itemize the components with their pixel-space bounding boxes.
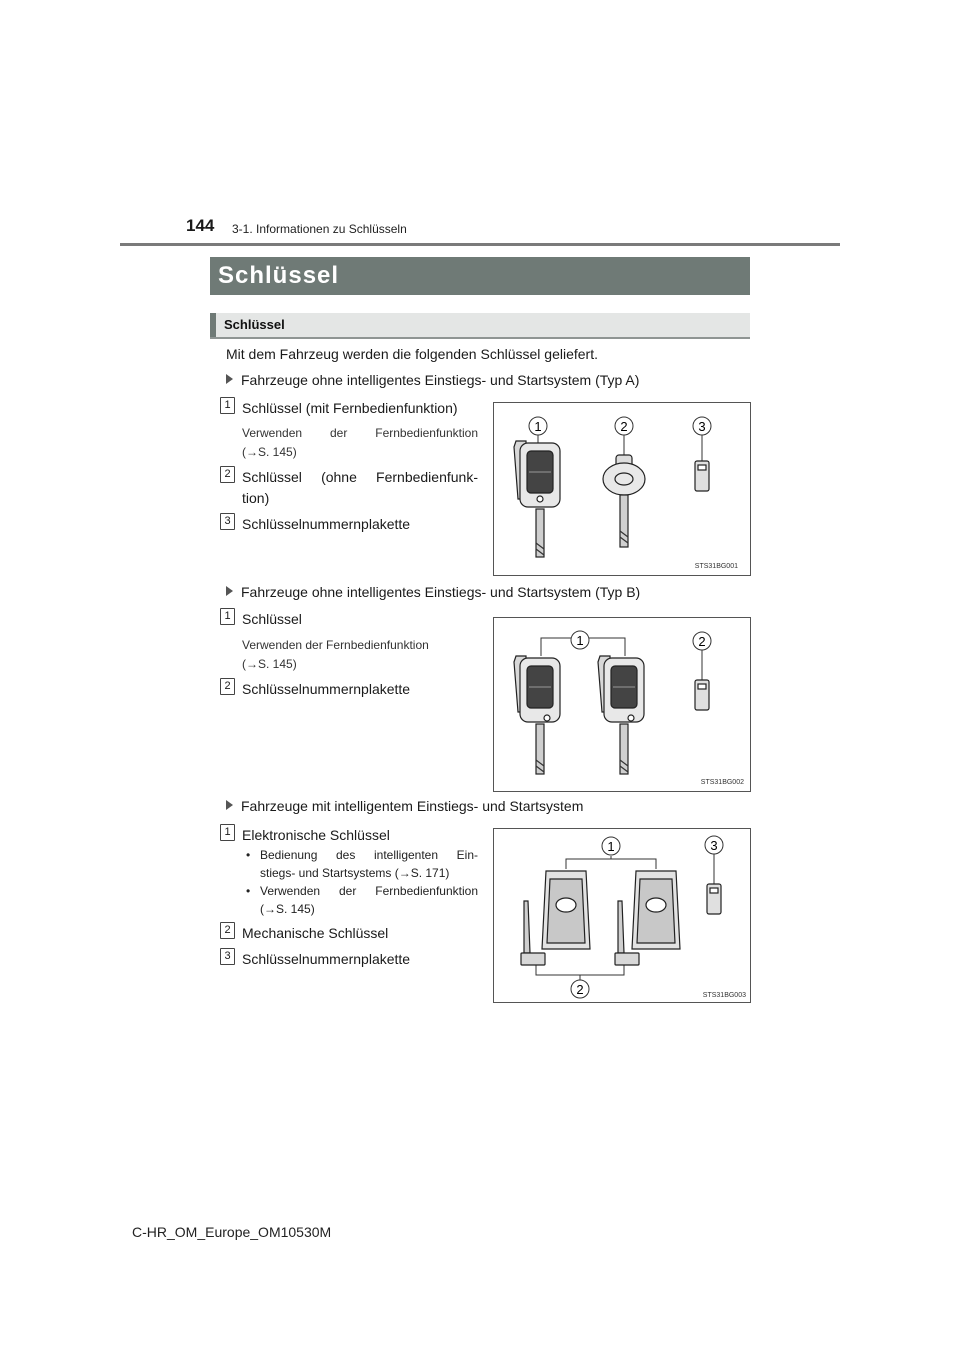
figure-type-c-svg — [494, 829, 750, 1002]
mechanical-key-icon — [521, 901, 545, 965]
callout-1: 1 — [534, 419, 542, 434]
type-a-heading — [226, 372, 639, 388]
callout-1: 1 — [576, 633, 584, 648]
type-c-bullet-2-line1: Verwenden der Fernbedienfunktion — [260, 884, 478, 898]
item-number-badge: 2 — [220, 678, 235, 695]
triangle-bullet-icon — [226, 800, 233, 810]
figure-type-a-svg — [494, 403, 750, 575]
type-c-bullet-2-line2: (→S. 145) — [260, 902, 315, 916]
item-number-badge: 2 — [220, 922, 235, 939]
bullet-dot: • — [246, 848, 251, 862]
intro-text: Mit dem Fahrzeug werden die folgenden Schlüssel geliefert. — [226, 346, 598, 362]
callout-2: 2 — [698, 634, 706, 649]
type-c-item-2-label: Mechanische Schlüssel — [242, 925, 389, 941]
callout-1: 1 — [607, 839, 615, 854]
triangle-bullet-icon — [226, 374, 233, 384]
item-number-badge: 1 — [220, 397, 235, 414]
type-b-item-1-ref: (→S. 145) — [242, 657, 297, 671]
type-c-item-1-label: Elektronische Schlüssel — [242, 827, 390, 843]
type-b-item-2-label: Schlüsselnummernplakette — [242, 681, 411, 697]
item-number-badge: 1 — [220, 608, 235, 625]
callout-3: 3 — [698, 419, 706, 434]
key-number-plate-icon — [707, 884, 721, 914]
type-c-item-3-label: Schlüsselnummernplakette — [242, 951, 411, 967]
figure-type-b-svg — [494, 618, 750, 791]
callout-2: 2 — [620, 419, 628, 434]
footer-document-id: C-HR_OM_Europe_OM10530M — [132, 1224, 332, 1240]
plain-key-icon — [603, 455, 645, 547]
callout-2: 2 — [576, 982, 584, 997]
type-b-item-1-note: Verwenden der Fernbedienfunktion — [242, 638, 429, 652]
type-c-heading — [226, 798, 583, 814]
type-a-heading-text: Fahrzeuge ohne intelligentes Einstiegs- und Startsystem (Typ A) — [241, 372, 640, 388]
figure-type-c — [493, 828, 751, 1003]
type-a-item-1-label: Schlüssel (mit Fernbedienfunktion) — [242, 400, 458, 416]
bullet-dot: • — [246, 884, 251, 898]
type-c-bullet-1-line1: Bedienung des intelligenten Ein- — [260, 848, 478, 862]
type-a-item-2-label-line1: Schlüssel (ohne Fernbedienfunk- — [242, 469, 478, 485]
section-breadcrumb: 3-1. Informationen zu Schlüsseln — [232, 222, 407, 236]
type-a-item-3-label: Schlüsselnummernplakette — [242, 516, 411, 532]
subtitle-bar — [210, 313, 750, 339]
type-a-item-1-ref: (→S. 145) — [242, 445, 297, 459]
type-a-item-2-label-line2: tion) — [242, 490, 270, 506]
item-number-badge: 3 — [220, 513, 235, 530]
section-title-bar — [210, 257, 750, 295]
type-b-item-1-label: Schlüssel — [242, 611, 302, 627]
type-a-item-1-note: Verwenden der Fernbedienfunktion — [242, 426, 478, 440]
remote-key-icon — [514, 656, 560, 774]
item-number-badge: 1 — [220, 824, 235, 841]
remote-key-icon — [598, 656, 644, 774]
type-c-heading-text: Fahrzeuge mit intelligentem Einstiegs- und Startsystem — [241, 798, 584, 814]
figure-type-a — [493, 402, 751, 576]
callout-3: 3 — [710, 838, 718, 853]
item-number-badge: 2 — [220, 466, 235, 483]
key-number-plate-icon — [695, 680, 709, 710]
header-rule — [120, 243, 840, 246]
item-number-badge: 3 — [220, 948, 235, 965]
figure-type-b — [493, 617, 751, 792]
key-number-plate-icon — [695, 461, 709, 491]
figure-code: STS31BG002 — [700, 779, 744, 786]
triangle-bullet-icon — [226, 586, 233, 596]
subtitle-marker — [210, 313, 216, 337]
smart-key-icon — [632, 871, 680, 949]
page-title: Schlüssel — [218, 262, 340, 289]
figure-code: STS31BG003 — [702, 992, 746, 999]
type-b-heading-text: Fahrzeuge ohne intelligentes Einstiegs- und Startsystem (Typ B) — [241, 584, 641, 600]
figure-code: STS31BG001 — [694, 563, 738, 570]
type-b-heading — [226, 584, 640, 600]
remote-key-icon — [514, 441, 560, 557]
type-c-bullet-1-line2: stiegs- und Startsystems (→S. 171) — [260, 866, 450, 880]
smart-key-icon — [542, 871, 590, 949]
subtitle: Schlüssel — [224, 317, 285, 332]
page-number: 144 — [186, 216, 215, 235]
